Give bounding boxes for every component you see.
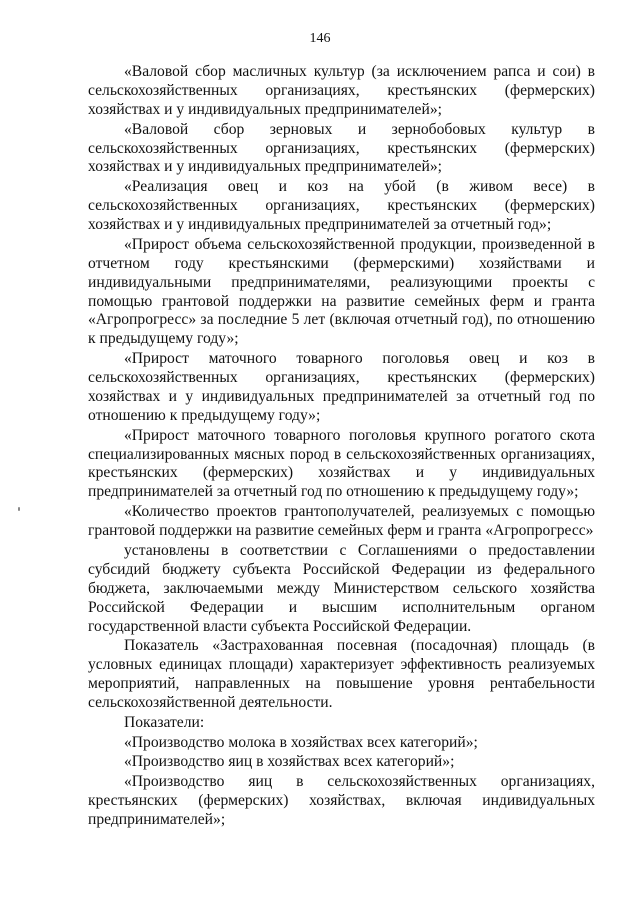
- paragraph: «Прирост маточного товарного поголовья овец и коз в сельскохозяйственных организациях, крестьянских (фермерских) хозяйствах и у индивидуальных предпринимателей за отчетный год по отношению к предыдущему году»;: [88, 350, 595, 424]
- paragraph: Показатели:: [124, 713, 205, 731]
- paragraph: Показатель «Застрахованная посевная (посадочная) площадь (в условных единицах площади) характеризует эффективность реализуемых мероприятий, направленных на повышение уровня рентабельности сельскохозяйственной деятельности.: [88, 637, 595, 712]
- margin-mark: [18, 507, 20, 511]
- paragraph: «Реализация овец и коз на убой (в живом весе) в сельскохозяйственных организациях, крестьянских (фермерских) хозяйствах и у индивидуальных предпринимателей за отчетный год»;: [88, 178, 595, 234]
- body-text: [88, 63, 595, 831]
- paragraph: установлены в соответствии с Соглашениями о предоставлении субсидий бюджету субъекта Российской Федерации из федерального бюджета, заключаемыми между Министерством сельского хозяйства Российской Федерации и высшим исполнительным органом государственной власти субъекта Российской Федерации.: [88, 541, 595, 635]
- paragraph: «Прирост объема сельскохозяйственной продукции, произведенной в отчетном году крестьянскими (фермерскими) хозяйствами и индивидуальными предпринимателями, реализующими проекты с помощью грантовой поддержки на развитие семейных ферм и гранта «Агропрогресс» за последние 5 лет (включая отчетный год), по отношению к предыдущему году»;: [88, 235, 595, 348]
- paragraph: «Производство яиц в хозяйствах всех категорий»;: [124, 753, 455, 771]
- paragraph: «Прирост маточного товарного поголовья крупного рогатого скота специализированных мясных пород в сельскохозяйственных организациях, крестьянских (фермерских) хозяйствах и у индивидуальных предпринимателей за отчетный год по отношению к предыдущему году»;: [88, 426, 595, 501]
- paragraph: «Производство яиц в сельскохозяйственных организациях, крестьянских (фермерских) хозяйствах, включая индивидуальных предпринимателей»;: [88, 773, 595, 829]
- page-number: 146: [309, 31, 331, 46]
- paragraph: «Производство молока в хозяйствах всех категорий»;: [124, 733, 478, 751]
- paragraph: «Количество проектов грантополучателей, реализуемых с помощью грантовой поддержки на развитие семейных ферм и гранта «Агропрогресс»: [88, 503, 595, 540]
- paragraph: «Валовой сбор масличных культур (за исключением рапса и сои) в сельскохозяйственных организациях, крестьянских (фермерских) хозяйствах и у индивидуальных предпринимателей»;: [88, 63, 595, 118]
- paragraph: «Валовой сбор зерновых и зернобобовых культур в сельскохозяйственных организациях, крестьянских (фермерских) хозяйствах и у индивидуальных предпринимателей»;: [88, 120, 595, 176]
